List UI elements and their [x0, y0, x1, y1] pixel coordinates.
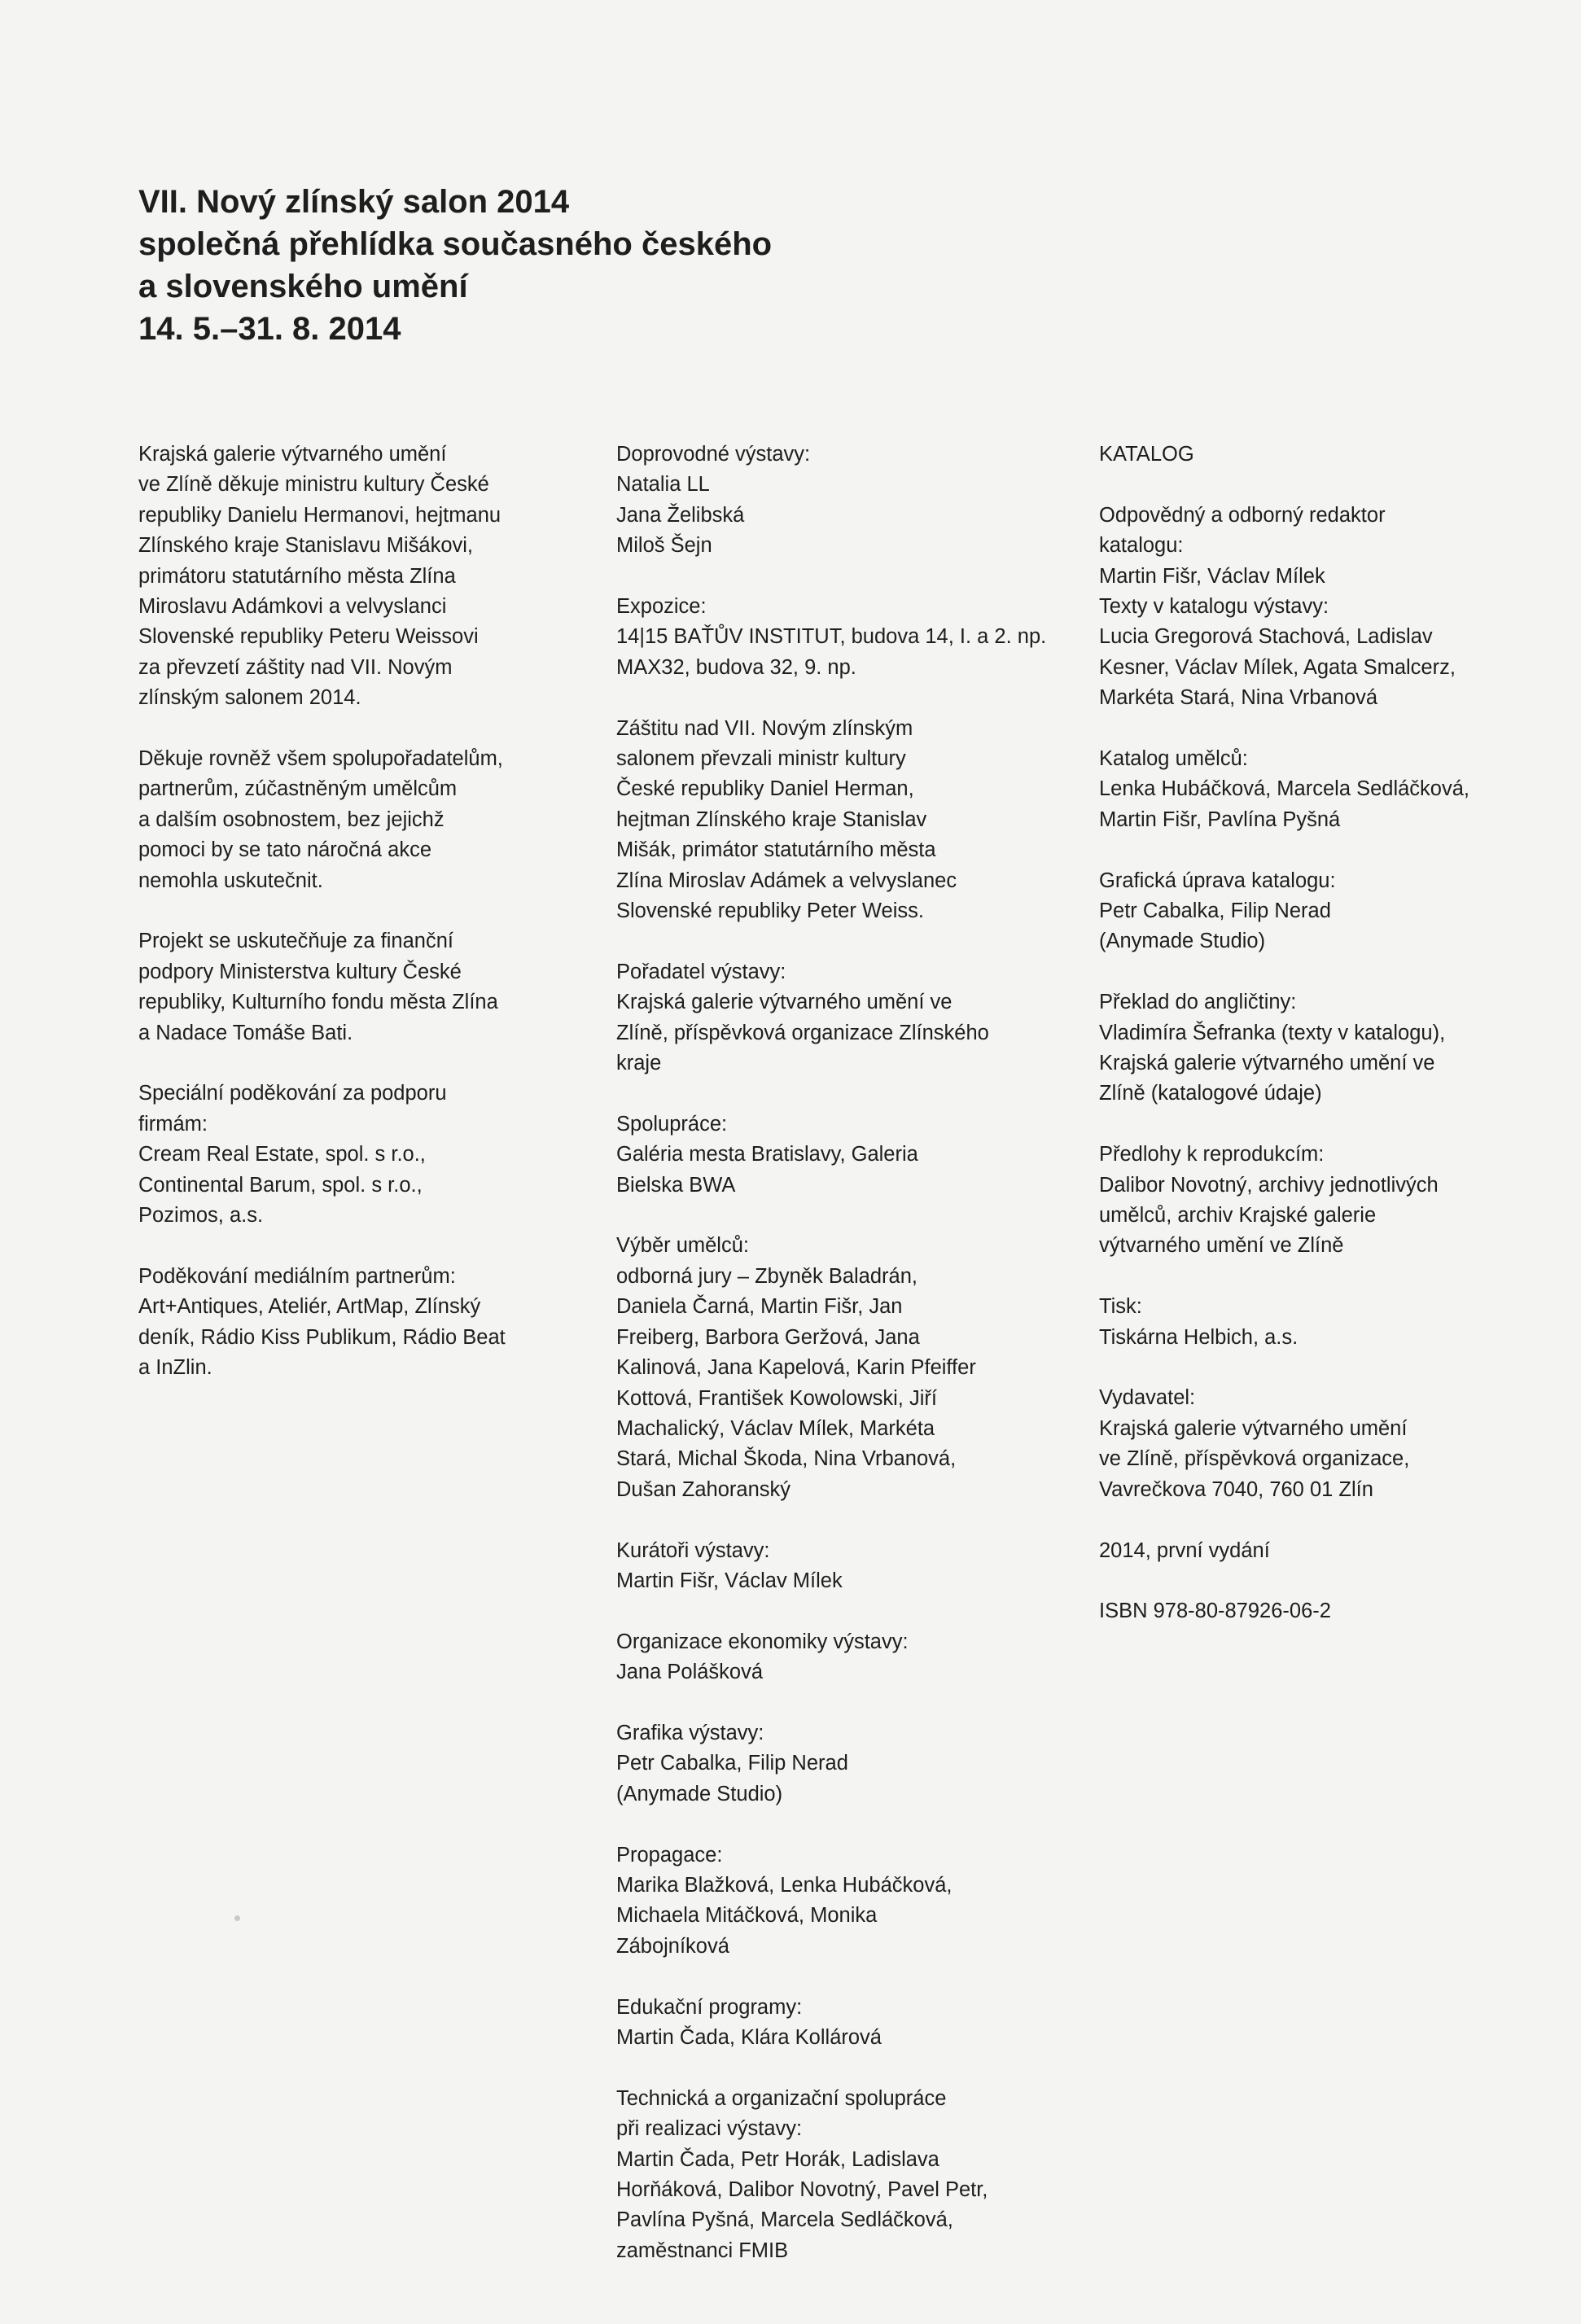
text-line: pomoci by se tato náročná akce: [138, 838, 432, 862]
text-line: a dalším osobnostem, bez jejichž: [138, 807, 445, 831]
text-line: Freiberg, Barbora Geržová, Jana: [616, 1325, 920, 1349]
text-line: Vydavatel:: [1099, 1386, 1196, 1410]
text-line: Záštitu nad VII. Novým zlínským: [616, 716, 913, 740]
text-block: [1099, 1292, 1555, 1353]
text-line: Zlíně (katalogové údaje): [1099, 1082, 1322, 1105]
text-line: Texty v katalogu výstavy:: [1099, 595, 1329, 619]
text-line: Grafika výstavy:: [616, 1721, 764, 1744]
text-line: Natalia LL: [616, 473, 710, 497]
text-line: Marika Blažková, Lenka Hubáčková,: [616, 1873, 953, 1897]
exhibition-credits-column: [616, 440, 1072, 2297]
text-line: a Nadace Tomáše Bati.: [138, 1021, 353, 1044]
title-line: 14. 5.–31. 8. 2014: [138, 311, 401, 347]
title-line: společná přehlídka současného českého: [138, 226, 773, 262]
text-line: Mišák, primátor statutárního města: [616, 838, 936, 862]
text-block: [138, 440, 562, 714]
text-line: republiky Danielu Hermanovi, hejtmanu: [138, 503, 501, 527]
text-line: Slovenské republiky Peter Weiss.: [616, 899, 924, 923]
text-line: Kottová, František Kowolowski, Jiří: [616, 1386, 937, 1410]
text-line: Pořadatel výstavy:: [616, 960, 786, 983]
text-line: Kalinová, Jana Kapelová, Karin Pfeiffer: [616, 1356, 976, 1380]
text-line: Slovenské republiky Peteru Weissovi: [138, 625, 479, 649]
text-block: [138, 744, 562, 896]
text-line: Martin Fišr, Václav Mílek: [616, 1569, 843, 1592]
text-line: Jana Želibská: [616, 503, 745, 527]
text-block: [616, 1536, 1072, 1597]
text-line: Stará, Michal Škoda, Nina Vrbanová,: [616, 1447, 957, 1471]
text-block: [616, 1627, 1072, 1688]
text-line: Pozimos, a.s.: [138, 1204, 264, 1228]
page-title: [138, 181, 772, 350]
text-line: Zábojníková: [616, 1934, 729, 1958]
text-line: Michaela Mitáčková, Monika: [616, 1904, 878, 1928]
text-line: při realizaci výstavy:: [616, 2117, 803, 2141]
text-line: Galéria mesta Bratislavy, Galeria: [616, 1143, 918, 1166]
text-line: ISBN 978-80-87926-06-2: [1099, 1600, 1331, 1623]
text-block: [616, 957, 1072, 1079]
text-block: [1099, 1596, 1555, 1626]
text-line: Miroslavu Adámkovi a velvyslanci: [138, 595, 447, 619]
text-line: Expozice:: [616, 595, 707, 619]
text-block: [616, 714, 1072, 927]
text-line: Výběr umělců:: [616, 1234, 749, 1258]
text-line: Jana Polášková: [616, 1661, 764, 1684]
text-line: Vladimíra Šefranka (texty v katalogu),: [1099, 1021, 1446, 1044]
text-line: MAX32, budova 32, 9. np.: [616, 655, 856, 679]
catalogue-credits-column: [1099, 440, 1555, 1657]
text-line: Lucia Gregorová Stachová, Ladislav: [1099, 625, 1433, 649]
text-block: [616, 1840, 1072, 1963]
text-line: Petr Cabalka, Filip Nerad: [1099, 899, 1331, 923]
text-line: Krajská galerie výtvarného umění ve: [1099, 1052, 1435, 1075]
text-line: Zlínského kraje Stanislavu Mišákovi,: [138, 534, 474, 558]
text-line: Edukační programy:: [616, 1995, 803, 2019]
text-line: Tiskárna Helbich, a.s.: [1099, 1325, 1299, 1349]
text-line: Continental Barum, spol. s r.o.,: [138, 1173, 423, 1197]
text-line: Grafická úprava katalogu:: [1099, 869, 1336, 892]
text-line: Propagace:: [616, 1843, 723, 1867]
text-block: [616, 1718, 1072, 1810]
text-line: Art+Antiques, Ateliér, ArtMap, Zlínský: [138, 1295, 481, 1319]
text-line: Organizace ekonomiky výstavy:: [616, 1630, 909, 1653]
text-line: Miloš Šejn: [616, 534, 712, 558]
text-block: [138, 1262, 562, 1384]
text-line: Krajská galerie výtvarného umění: [1099, 1416, 1408, 1440]
text-block: [138, 1079, 562, 1231]
text-block: [138, 926, 562, 1048]
text-line: primátoru statutárního města Zlína: [138, 564, 456, 588]
text-line: Martin Čada, Petr Horák, Ladislava: [616, 2147, 939, 2171]
title-line: VII. Nový zlínský salon 2014: [138, 184, 570, 220]
text-line: zaměstnanci FMIB: [616, 2239, 789, 2262]
text-line: Odpovědný a odborný redaktor: [1099, 503, 1386, 527]
text-line: Vavrečkova 7040, 760 01 Zlín: [1099, 1477, 1373, 1501]
text-line: Martin Fišr, Václav Mílek: [1099, 564, 1325, 588]
text-line: podpory Ministerstva kultury České: [138, 960, 462, 983]
text-line: zlínským salonem 2014.: [138, 686, 361, 710]
text-line: Petr Cabalka, Filip Nerad: [616, 1752, 848, 1775]
text-block: [616, 1231, 1072, 1505]
text-block: [616, 592, 1072, 683]
text-line: Dušan Zahoranský: [616, 1477, 791, 1501]
text-line: za převzetí záštity nad VII. Novým: [138, 655, 453, 679]
text-line: Horňáková, Dalibor Novotný, Pavel Petr,: [616, 2177, 988, 2201]
text-line: kraje: [616, 1052, 662, 1075]
text-line: umělců, archiv Krajské galerie: [1099, 1204, 1377, 1228]
text-line: Daniela Čarná, Martin Fišr, Jan: [616, 1295, 903, 1319]
paper-speck: [234, 1915, 240, 1921]
text-line: Doprovodné výstavy:: [616, 443, 811, 466]
text-line: Speciální poděkování za podporu: [138, 1082, 447, 1105]
title-line: a slovenského umění: [138, 269, 468, 304]
text-line: Zlína Miroslav Adámek a velvyslanec: [616, 869, 957, 892]
text-line: firmám:: [138, 1112, 208, 1136]
text-line: (Anymade Studio): [1099, 930, 1266, 953]
text-line: Technická a organizační spolupráce: [616, 2086, 947, 2110]
text-line: a InZlin.: [138, 1356, 212, 1380]
text-line: katalogu:: [1099, 534, 1184, 558]
text-line: republiky, Kulturního fondu města Zlína: [138, 991, 498, 1014]
text-line: Lenka Hubáčková, Marcela Sedláčková,: [1099, 777, 1470, 801]
text-line: Martin Čada, Klára Kollárová: [616, 2025, 882, 2049]
text-line: KATALOG: [1099, 443, 1194, 466]
text-block: [1099, 1536, 1555, 1566]
text-line: Katalog umělců:: [1099, 747, 1248, 771]
text-block: [1099, 1383, 1555, 1505]
text-block: [1099, 866, 1555, 957]
text-line: Cream Real Estate, spol. s r.o.,: [138, 1143, 426, 1166]
text-line: Projekt se uskutečňuje za finanční: [138, 930, 453, 953]
text-line: ve Zlíně děkuje ministru kultury České: [138, 473, 489, 497]
text-block: [1099, 440, 1555, 470]
text-line: salonem převzali ministr kultury: [616, 747, 906, 771]
text-line: Machalický, Václav Mílek, Markéta: [616, 1416, 935, 1440]
text-line: ve Zlíně, příspěvková organizace,: [1099, 1447, 1410, 1471]
text-line: výtvarného umění ve Zlíně: [1099, 1234, 1344, 1258]
text-block: [616, 2084, 1072, 2266]
text-line: České republiky Daniel Herman,: [616, 777, 914, 801]
text-line: Pavlína Pyšná, Marcela Sedláčková,: [616, 2208, 953, 2232]
text-line: Spolupráce:: [616, 1112, 728, 1136]
text-block: [1099, 1140, 1555, 1262]
text-block: [1099, 744, 1555, 835]
text-line: deník, Rádio Kiss Publikum, Rádio Beat: [138, 1325, 506, 1349]
text-line: Překlad do angličtiny:: [1099, 991, 1297, 1014]
text-line: 14|15 BAŤŮV INSTITUT, budova 14, I. a 2. np.: [616, 625, 1047, 649]
text-line: Krajská galerie výtvarného umění ve: [616, 991, 953, 1014]
text-line: Děkuje rovněž všem spolupořadatelům,: [138, 747, 503, 771]
acknowledgements-column: [138, 440, 562, 1414]
text-line: Krajská galerie výtvarného umění: [138, 443, 447, 466]
text-line: Kesner, Václav Mílek, Agata Smalcerz,: [1099, 655, 1456, 679]
text-block: [616, 1993, 1072, 2054]
text-line: odborná jury – Zbyněk Baladrán,: [616, 1264, 918, 1288]
text-line: Martin Fišr, Pavlína Pyšná: [1099, 807, 1341, 831]
text-line: Bielska BWA: [616, 1173, 736, 1197]
text-line: Předlohy k reprodukcím:: [1099, 1143, 1325, 1166]
text-block: [616, 1109, 1072, 1201]
text-line: partnerům, zúčastněným umělcům: [138, 777, 458, 801]
text-line: hejtman Zlínského kraje Stanislav: [616, 807, 927, 831]
text-line: Markéta Stará, Nina Vrbanová: [1099, 686, 1378, 710]
text-line: nemohla uskutečnit.: [138, 869, 323, 892]
text-line: Poděkování mediálním partnerům:: [138, 1264, 456, 1288]
text-line: 2014, první vydání: [1099, 1538, 1270, 1562]
text-line: Tisk:: [1099, 1295, 1142, 1319]
text-block: [1099, 501, 1555, 714]
text-line: (Anymade Studio): [616, 1782, 783, 1805]
text-line: Dalibor Novotný, archivy jednotlivých: [1099, 1173, 1439, 1197]
text-line: Kurátoři výstavy:: [616, 1538, 770, 1562]
text-block: [1099, 987, 1555, 1109]
text-block: [616, 440, 1072, 562]
text-line: Zlíně, příspěvková organizace Zlínského: [616, 1021, 989, 1044]
